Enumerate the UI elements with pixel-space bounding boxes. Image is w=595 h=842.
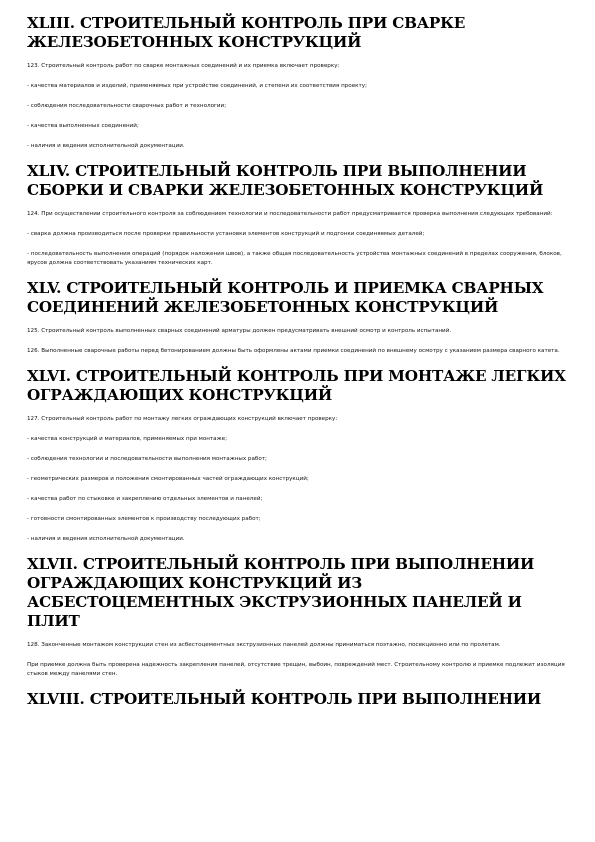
list-item: - геометрических размеров и положения смонтированных частей ограждающих конструкций;	[27, 476, 309, 482]
paragraph: 126. Выполненные сварочные работы перед бетонированием должны быть оформлены актами приемки соединений по внешнему осмотру с указанием размера сварного катета.	[27, 348, 560, 354]
section-heading: XLV. СТРОИТЕЛЬНЫЙ КОНТРОЛЬ И ПРИЕМКА СВАРНЫХ СОЕДИНЕНИЙ ЖЕЛЕЗОБЕТОННЫХ КОНСТРУКЦИЙ	[27, 279, 544, 316]
section-heading: XLIII. СТРОИТЕЛЬНЫЙ КОНТРОЛЬ ПРИ СВАРКЕ ЖЕЛЕЗОБЕТОННЫХ КОНСТРУКЦИЙ	[27, 14, 466, 51]
section-48	[27, 690, 567, 709]
list-item: - качества работ по стыковке и закреплению отдельных элементов и панелей;	[27, 496, 263, 502]
list-item: - готовности смонтированных элементов к производству последующих работ;	[27, 516, 261, 522]
list-item: - наличия и ведения исполнительной документации.	[27, 536, 185, 542]
paragraph: При приемке должна быть проверена надежность закрепления панелей, отсутствие трещин, выбоин, повреждений мест. Строительному контролю и приемке подлежит изоляция стыков между панелями стен.	[27, 662, 565, 677]
list-item: - соблюдения технологии и последовательности выполнения монтажных работ;	[27, 456, 267, 462]
section-44	[27, 162, 567, 268]
section-heading: XLVI. СТРОИТЕЛЬНЫЙ КОНТРОЛЬ ПРИ МОНТАЖЕ ЛЕГКИХ ОГРАЖДАЮЩИХ КОНСТРУКЦИЙ	[27, 367, 566, 404]
section-heading: XLVIII. СТРОИТЕЛЬНЫЙ КОНТРОЛЬ ПРИ ВЫПОЛНЕНИИ	[27, 690, 542, 708]
section-43	[27, 14, 567, 151]
list-item: - качества выполненных соединений;	[27, 123, 139, 129]
section-47	[27, 555, 567, 679]
paragraph: 127. Строительный контроль работ по монтажу легких ограждающих конструкций включает проверку:	[27, 416, 338, 422]
list-item: - соблюдения последовательности сварочных работ и технологии;	[27, 103, 227, 109]
list-item: - сварка должна производиться после проверки правильности установки элементов конструкций и подгонки соединяемых деталей;	[27, 231, 425, 237]
section-46	[27, 367, 567, 544]
section-heading: XLVII. СТРОИТЕЛЬНЫЙ КОНТРОЛЬ ПРИ ВЫПОЛНЕНИИ ОГРАЖДАЮЩИХ КОНСТРУКЦИЙ ИЗ АСБЕСТОЦЕМЕНТНЫХ ЭКСТРУЗИОННЫХ ПАНЕЛЕЙ И ПЛИТ	[27, 555, 535, 630]
paragraph: 125. Строительный контроль выполненных сварных соединений арматуры должен предусматривать внешний осмотр и контроль испытаний.	[27, 328, 452, 334]
section-45	[27, 279, 567, 356]
list-item: - качества материалов и изделий, применяемых при устройстве соединений, и степени их соответствия проекту;	[27, 83, 367, 89]
section-heading: XLIV. СТРОИТЕЛЬНЫЙ КОНТРОЛЬ ПРИ ВЫПОЛНЕНИИ СБОРКИ И СВАРКИ ЖЕЛЕЗОБЕТОННЫХ КОНСТРУКЦИЙ	[27, 162, 544, 199]
list-item: - наличия и ведения исполнительной документации.	[27, 143, 185, 149]
list-item: - последовательность выполнения операций (порядок наложения швов), а также общая последовательность устройства монтажных соединений в пределах сооружения, блоков, ярусов должна соответствовать указаниям технических карт.	[27, 251, 562, 266]
paragraph: 124. При осуществлении строительного контроля за соблюдением технологии и последовательности работ предусматривается проверка выполнения следующих требований:	[27, 211, 553, 217]
paragraph: 128. Законченные монтажом конструкции стен из асбестоцементных экструзионных панелей должны приниматься поэтажно, посекционно или по пролетам.	[27, 642, 501, 648]
list-item: - качества конструкций и материалов, применяемых при монтаже;	[27, 436, 227, 442]
paragraph: 123. Строительный контроль работ по сварке монтажных соединений и их приемка включает проверку:	[27, 63, 340, 69]
